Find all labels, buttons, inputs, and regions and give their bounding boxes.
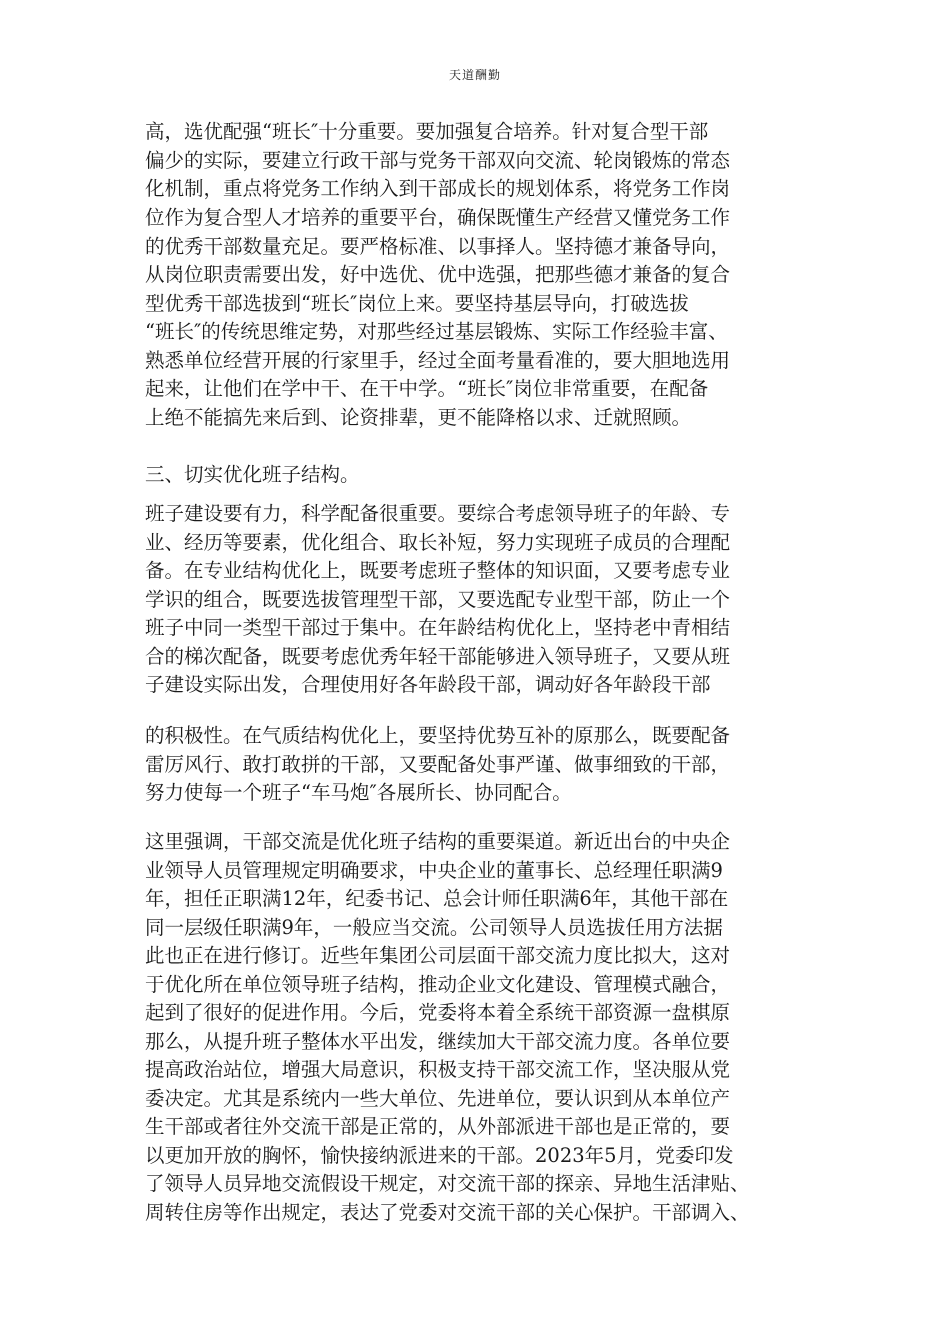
text-line: 这里强调，干部交流是优化班子结构的重要渠道。新近出台的中央企 [145,830,731,853]
text-line: 的优秀干部数量充足。要严格标准、以事择人。坚持德才兼备导向， [145,235,731,258]
text-line: 此也正在进行修订。近些年集团公司层面干部交流力度比拟大，这对 [145,944,731,967]
text-line: 委决定。尤其是系统内一些大单位、先进单位，要认识到从本单位产 [145,1087,731,1110]
text-line: 业、经历等要素，优化组合、取长补短，努力实现班子成员的合理配 [145,531,731,554]
text-line: 班子建设要有力，科学配备很重要。要综合考虑领导班子的年龄、专 [145,502,731,525]
text-line: 那么，从提升班子整体水平出发，继续加大干部交流力度。各单位要 [145,1030,731,1053]
text-line: 偏少的实际，要建立行政干部与党务干部双向交流、轮岗锻炼的常态 [145,149,731,172]
text-line: 高，选优配强“班长″十分重要。要加强复合培养。针对复合型干部 [145,120,709,143]
text-line: 子建设实际出发，合理使用好各年龄段干部，调动好各年龄段干部 [145,673,711,696]
section-heading: 三、切实优化班子结构。 [145,463,360,486]
text-line: 同一层级任职满9年，一般应当交流。公司领导人员选拔任用方法据 [145,916,723,939]
text-line: 型优秀干部选拔到“班长″岗位上来。要坚持基层导向，打破选拔 [145,292,689,315]
text-line: 备。在专业结构优化上，既要考虑班子整体的知识面，又要考虑专业 [145,559,731,582]
text-line: 提高政治站位，增强大局意识，积极支持干部交流工作，坚决服从党 [145,1058,731,1081]
text-line: 位作为复合型人才培养的重要平台，确保既懂生产经营又懂党务工作 [145,206,731,229]
text-line: 起来，让他们在学中干、在干中学。“班长″岗位非常重要，在配备 [145,377,709,400]
text-line: 业领导人员管理规定明确要求，中央企业的董事长、总经理任职满9 [145,859,723,882]
text-line: 生干部或者往外交流干部是正常的，从外部派进干部也是正常的，要 [145,1115,731,1138]
text-line: 化机制，重点将党务工作纳入到干部成长的规划体系，将党务工作岗 [145,177,731,200]
text-line: 周转住房等作出规定，表达了党委对交流干部的关心保护。干部调入、 [145,1201,750,1224]
text-line: 上绝不能搞先来后到、论资排辈，更不能降格以求、迁就照顾。 [145,406,692,429]
text-line: 熟悉单位经营开展的行家里手，经过全面考量看准的，要大胆地选用 [145,349,731,372]
text-line: 以更加开放的胸怀，愉快接纳派进来的干部。2023年5月，党委印发 [145,1144,734,1167]
text-line: 从岗位职责需要出发，好中选优、优中选强，把那些德才兼备的复合 [145,263,731,286]
text-line: 了领导人员异地交流假设干规定，对交流干部的探亲、异地生活津贴、 [145,1172,750,1195]
text-line: 班子中同一类型干部过于集中。在年龄结构优化上，坚持老中青相结 [145,616,731,639]
text-line: 起到了很好的促进作用。今后，党委将本着全系统干部资源一盘棋原 [145,1001,731,1024]
text-line: 努力使每一个班子“车马炮″各展所长、协同配合。 [145,781,572,804]
text-line: 于优化所在单位领导班子结构，推动企业文化建设、管理模式融合， [145,973,731,996]
text-line: 年，担任正职满12年，纪委书记、总会计师任职满6年，其他干部在 [145,887,729,910]
text-line: 学识的组合，既要选拔管理型干部，又要选配专业型干部，防止一个 [145,588,731,611]
text-line: 的积极性。在气质结构优化上，要坚持优势互补的原那么，既要配备 [145,724,731,747]
text-line: 雷厉风行、敢打敢拼的干部，又要配备处事严谨、做事细致的干部， [145,753,731,776]
text-line: 合的梯次配备，既要考虑优秀年轻干部能够进入领导班子，又要从班 [145,645,731,668]
text-line: “班长″的传统思维定势，对那些经过基层锻炼、实际工作经验丰富、 [145,320,728,343]
page-header: 天道酬勤 [448,68,501,82]
